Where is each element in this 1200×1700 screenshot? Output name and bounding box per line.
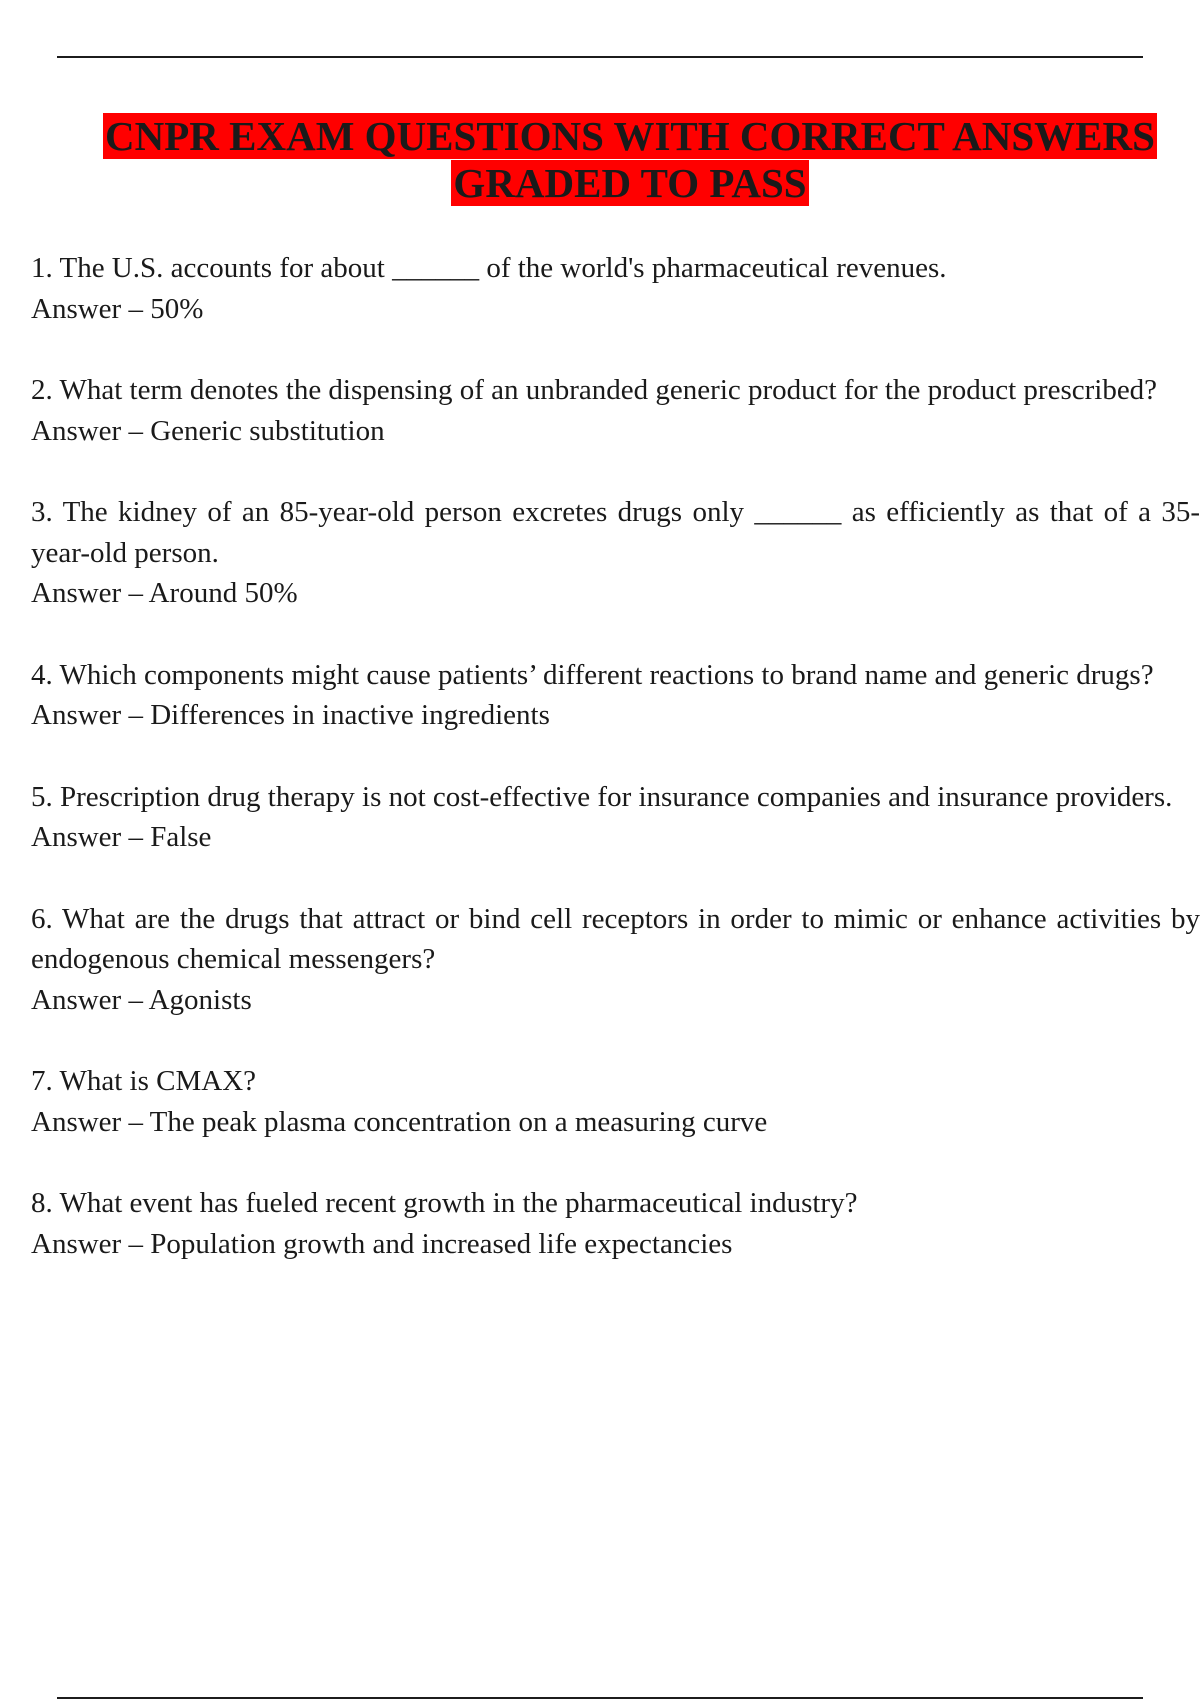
answer-2: Answer – Generic substitution	[31, 414, 385, 447]
question-8: 8. What event has fueled recent growth in the pharmaceutical industry?	[31, 1187, 858, 1219]
qa-item-7	[31, 1061, 1200, 1142]
answer-5: Answer – False	[31, 821, 212, 853]
qa-item-1	[31, 248, 1200, 329]
question-4: 4. Which components might cause patients’ different reactions to brand name and generic drugs?	[31, 658, 1154, 691]
answer-3: Answer – Around 50%	[31, 577, 298, 609]
qa-item-2	[31, 370, 1200, 451]
question-list	[31, 248, 1200, 1305]
qa-item-4	[31, 655, 1200, 736]
question-1: 1. The U.S. accounts for about ______ of the world's pharmaceutical revenues.	[31, 252, 947, 284]
question-5: 5. Prescription drug therapy is not cost-effective for insurance companies and insurance providers.	[31, 780, 1173, 813]
qa-item-6	[31, 899, 1200, 1021]
question-7: 7. What is CMAX?	[31, 1065, 257, 1097]
question-2: 2. What term denotes the dispensing of an unbranded generic product for the product prescribed?	[31, 374, 1158, 406]
answer-8: Answer – Population growth and increased life expectancies	[31, 1227, 733, 1260]
qa-item-5	[31, 777, 1200, 858]
qa-item-8	[31, 1183, 1200, 1264]
bottom-divider	[57, 1697, 1143, 1699]
qa-item-3	[31, 492, 1200, 614]
question-3: 3. The kidney of an 85-year-old person excretes drugs only ______ as efficiently as that of a 35-year-old person.	[31, 496, 1200, 569]
answer-7: Answer – The peak plasma concentration on a measuring curve	[31, 1105, 768, 1138]
answer-1: Answer – 50%	[31, 292, 204, 325]
answer-6: Answer – Agonists	[31, 983, 252, 1016]
title-line-2: GRADED TO PASS	[453, 160, 807, 206]
question-6: 6. What are the drugs that attract or bind cell receptors in order to mimic or enhance activities by endogenous chemical messengers?	[31, 902, 1200, 975]
answer-4: Answer – Differences in inactive ingredients	[31, 699, 550, 731]
title-line-1: CNPR EXAM QUESTIONS WITH CORRECT ANSWERS	[105, 113, 1155, 159]
document-title	[0, 113, 1200, 207]
top-divider	[57, 56, 1143, 58]
